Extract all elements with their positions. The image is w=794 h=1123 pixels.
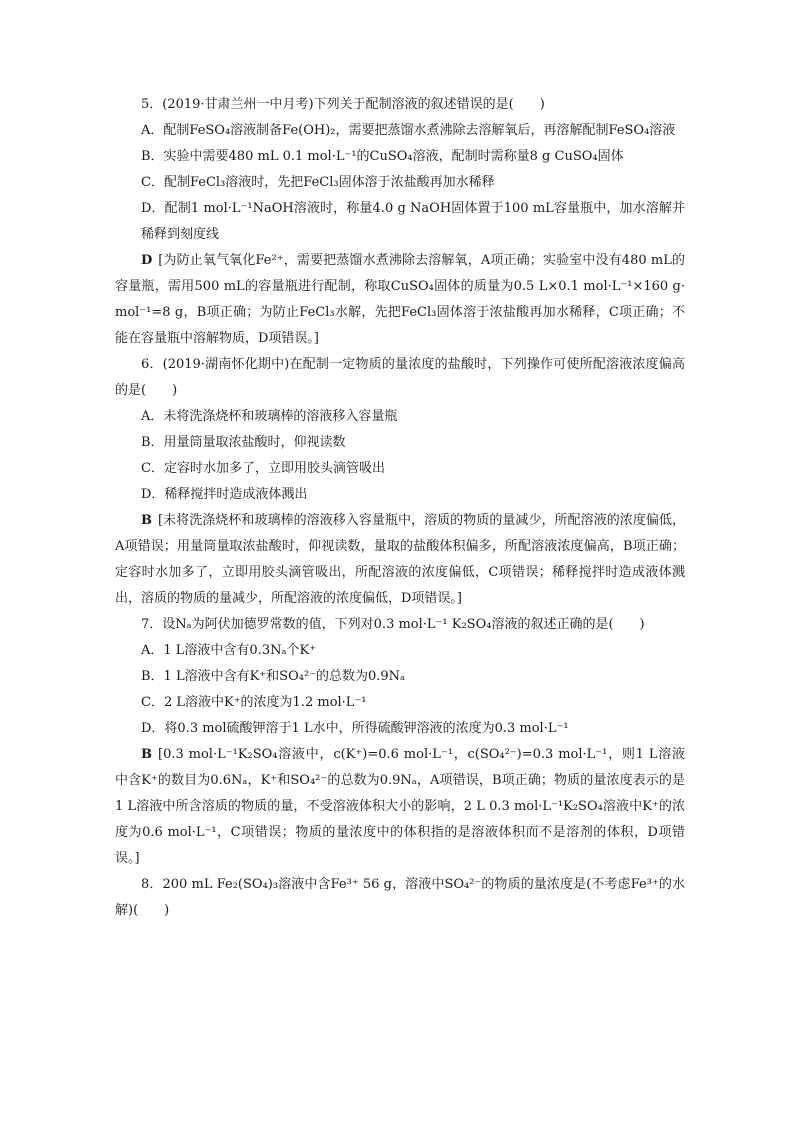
question-7-answer-letter: B (141, 747, 152, 762)
question-7-answer (115, 742, 685, 872)
question-6-explanation: [未将洗涤烧杯和玻璃棒的溶液移入容量瓶中，溶质的物质的量减少，所配溶液的浓度偏低，A项错误；用量筒量取浓盐酸时，仰视读数，量取的盐酸体积偏多，所配溶液浓度偏高，B项正确；定容时水加多了，立即用胶头滴管吸出，所配溶液的浓度偏低，C项错误；稀释搅拌时造成液体溅出，溶质的物质的量减少，所配溶液的浓度偏低，D项错误。] (115, 513, 685, 606)
question-6-option-b: B．用量筒量取浓盐酸时，仰视读数 (141, 435, 346, 450)
question-8-stem: 8．200 mL Fe₂(SO₄)₃溶液中含Fe³⁺ 56 g，溶液中SO₄²⁻的物质的量浓度是(不考虑Fe³⁺的水解)( ) (115, 877, 685, 918)
question-5-option-a: A．配制FeSO₄溶液制备Fe(OH)₂，需要把蒸馏水煮沸除去溶解氧后，再溶解配制FeSO₄溶液 (141, 123, 676, 138)
question-5-answer-letter: D (141, 253, 153, 268)
question-7-option-b: B．1 L溶液中含有K⁺和SO₄²⁻的总数为0.9Nₐ (141, 669, 406, 684)
question-7-option-a: A．1 L溶液中含有0.3Nₐ个K⁺ (141, 643, 317, 658)
question-6-answer-letter: B (141, 513, 152, 528)
question-7-stem: 7．设Nₐ为阿伏加德罗常数的值，下列对0.3 mol·L⁻¹ K₂SO₄溶液的叙述正确的是( ) (141, 617, 645, 632)
question-6-option-a: A．未将洗涤烧杯和玻璃棒的溶液移入容量瓶 (141, 409, 398, 424)
question-6-option-c: C．定容时水加多了，立即用胶头滴管吸出 (141, 461, 385, 476)
question-7-option-c: C．2 L溶液中K⁺的浓度为1.2 mol·L⁻¹ (141, 695, 367, 710)
question-7-option-d: D．将0.3 mol硫酸钾溶于1 L水中，所得硫酸钾溶液的浓度为0.3 mol·L⁻¹ (141, 721, 569, 736)
question-6-answer (115, 508, 685, 612)
document-body (115, 92, 685, 924)
question-5-option-d: D．配制1 mol·L⁻¹NaOH溶液时，称量4.0 g NaOH固体置于100 mL容量瓶中，加水溶解并稀释到刻度线 (141, 201, 685, 242)
question-5-explanation: [为防止氧气氧化Fe²⁺，需要把蒸馏水煮沸除去溶解氧，A项正确；实验室中没有480 mL的容量瓶，需用500 mL的容量瓶进行配制，称取CuSO₄固体的质量为0.5 L×0.1 mol·L⁻¹×160 g·mol⁻¹=8 g，B项正确；为防止FeCl₃水解，先把FeCl₃固体溶于浓盐酸再加水稀释，C项正确；不能在容量瓶中溶解物质，D项错误。] (115, 253, 685, 346)
question-5-option-b: B．实验中需要480 mL 0.1 mol·L⁻¹的CuSO₄溶液，配制时需称量8 g CuSO₄固体 (141, 149, 624, 164)
question-6-stem: 6．(2019·湖南怀化期中)在配制一定物质的量浓度的盐酸时，下列操作可使所配溶液浓度偏高的是( ) (115, 357, 685, 398)
question-5-option-c: C．配制FeCl₃溶液时，先把FeCl₃固体溶于浓盐酸再加水稀释 (141, 175, 495, 190)
question-5-answer (115, 248, 685, 352)
question-5-stem: 5．(2019·甘肃兰州一中月考)下列关于配制溶液的叙述错误的是( ) (141, 97, 545, 112)
question-7-explanation: [0.3 mol·L⁻¹K₂SO₄溶液中，c(K⁺)=0.6 mol·L⁻¹，c(SO₄²⁻)=0.3 mol·L⁻¹，则1 L溶液中含K⁺的数目为0.6Nₐ，K⁺和SO₄²⁻的总数为0.9Nₐ，A项错误，B项正确；物质的量浓度表示的是1 L溶液中所含溶质的物质的量，不受溶液体积大小的影响，2 L 0.3 mol·L⁻¹K₂SO₄溶液中K⁺的浓度为0.6 mol·L⁻¹，C项错误；物质的量浓度中的体积指的是溶液体积而不是溶剂的体积，D项错误。] (115, 747, 685, 866)
question-6-option-d: D．稀释搅拌时造成液体溅出 (141, 487, 308, 502)
